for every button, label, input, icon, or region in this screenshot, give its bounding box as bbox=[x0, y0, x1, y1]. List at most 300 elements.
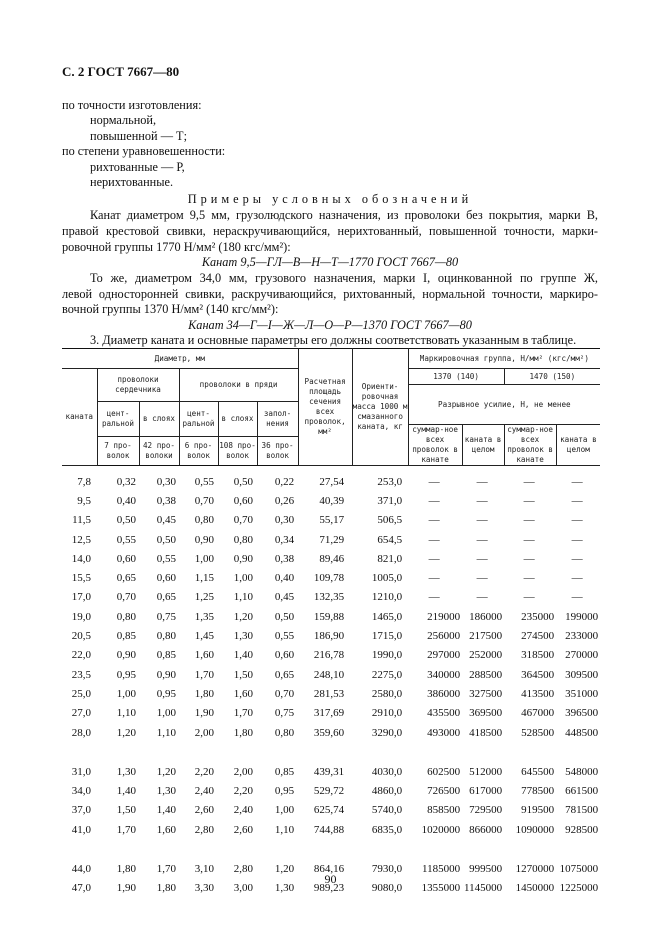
table-cell: 1,60 bbox=[156, 823, 176, 836]
table-cell: 435500 bbox=[427, 707, 461, 720]
table-cell: 1,80 bbox=[233, 726, 253, 739]
example-designation: Канат 9,5—ГЛ—В—Н—Т—1770 ГОСТ 7667—80 bbox=[201, 255, 459, 269]
table-cell: 0,26 bbox=[274, 494, 295, 507]
table-cell: 1,40 bbox=[156, 804, 176, 817]
rope-parameters-table bbox=[62, 348, 600, 898]
table-cell: 2,60 bbox=[233, 823, 253, 836]
table-cell: 0,90 bbox=[233, 552, 253, 565]
table-cell: 1270000 bbox=[515, 862, 555, 875]
table-cell: 1090000 bbox=[515, 823, 555, 836]
header-w6: 6 про-волок bbox=[179, 436, 218, 465]
table-cell: 0,90 bbox=[194, 533, 214, 546]
header-mass: Ориенти-ровочная масса 1000 м смазанного каната, кг bbox=[352, 349, 408, 466]
table-cell: 1020000 bbox=[421, 823, 461, 836]
table-cell: 1,50 bbox=[233, 668, 253, 681]
table-cell: — bbox=[571, 475, 583, 488]
table-cell: 1,00 bbox=[233, 572, 253, 585]
table-cell: 1,15 bbox=[194, 572, 214, 585]
table-cell: 0,80 bbox=[233, 533, 253, 546]
header-group-1470: 1470 (150) bbox=[504, 369, 600, 385]
table-row bbox=[62, 568, 600, 587]
table-cell: 25,0 bbox=[71, 687, 91, 700]
table-cell: 41,0 bbox=[71, 823, 91, 836]
table-cell: 37,0 bbox=[71, 804, 91, 817]
header-whole-1370: каната в целом bbox=[462, 425, 504, 466]
text-line: по точности изготовления: bbox=[62, 98, 202, 112]
table-cell: 1,45 bbox=[194, 630, 214, 643]
table-row bbox=[62, 762, 600, 781]
table-cell: 0,40 bbox=[274, 572, 295, 585]
table-row bbox=[62, 820, 600, 839]
header-whole-1470: каната в целом bbox=[556, 425, 600, 466]
table-cell: 1,10 bbox=[156, 726, 176, 739]
table-cell: — bbox=[523, 533, 535, 546]
table-cell: 0,40 bbox=[116, 494, 136, 507]
table-cell: 340000 bbox=[427, 668, 461, 681]
table-cell: 0,45 bbox=[156, 514, 176, 527]
table-cell: 3290,0 bbox=[371, 726, 403, 739]
table-cell: 529,72 bbox=[313, 785, 345, 798]
table-row bbox=[62, 646, 600, 665]
table-cell: 1,35 bbox=[194, 610, 214, 623]
table-cell: 0,65 bbox=[274, 668, 295, 681]
table-row bbox=[62, 626, 600, 645]
table-cell: 0,95 bbox=[116, 668, 136, 681]
table-cell: 1,00 bbox=[194, 552, 214, 565]
table-cell: 288500 bbox=[469, 668, 503, 681]
table-cell: 1,80 bbox=[156, 882, 176, 895]
header-core-layers: в слоях bbox=[139, 402, 179, 437]
table-cell: 512000 bbox=[469, 765, 503, 778]
table-cell: 0,90 bbox=[156, 668, 176, 681]
table-cell: 821,0 bbox=[377, 552, 403, 565]
table-row bbox=[62, 472, 600, 491]
table-cell: 0,85 bbox=[156, 649, 176, 662]
table-cell: 0,60 bbox=[156, 572, 176, 585]
table-cell: 1225000 bbox=[559, 882, 599, 895]
table-cell: 327500 bbox=[469, 687, 503, 700]
table-cell: 1465,0 bbox=[371, 610, 403, 623]
table-cell: — bbox=[476, 514, 488, 527]
table-cell: 1005,0 bbox=[371, 572, 403, 585]
table-cell: 22,0 bbox=[71, 649, 91, 662]
table-cell: 439,31 bbox=[313, 765, 345, 778]
table-cell: 1,10 bbox=[274, 823, 295, 836]
table-cell: — bbox=[523, 514, 535, 527]
table-cell: — bbox=[571, 552, 583, 565]
table-cell: 2,20 bbox=[233, 785, 253, 798]
table-cell: 71,29 bbox=[319, 533, 345, 546]
table-cell: 602500 bbox=[427, 765, 461, 778]
table-cell: 493000 bbox=[427, 726, 461, 739]
table-row bbox=[62, 665, 600, 684]
table-cell: — bbox=[571, 572, 583, 585]
table-cell: 1,60 bbox=[233, 687, 253, 700]
table-cell: — bbox=[571, 494, 583, 507]
header-w36: 36 про-волок bbox=[257, 436, 298, 465]
table-cell: 369500 bbox=[469, 707, 503, 720]
table-cell: 256000 bbox=[427, 630, 461, 643]
table-cell: 28,0 bbox=[71, 726, 91, 739]
table-cell: — bbox=[523, 572, 535, 585]
header-strand-filling: запол-нения bbox=[257, 402, 298, 437]
table-cell: 17,0 bbox=[71, 591, 91, 604]
table-cell: 0,80 bbox=[274, 726, 295, 739]
header-rope: каната bbox=[62, 369, 97, 466]
table-cell: 0,55 bbox=[274, 630, 295, 643]
table-cell: 729500 bbox=[469, 804, 503, 817]
table-cell: 999500 bbox=[469, 862, 503, 875]
table-cell: 186,90 bbox=[313, 630, 345, 643]
table-cell: 270000 bbox=[565, 649, 599, 662]
table-cell: 47,0 bbox=[71, 882, 91, 895]
table-cell: 0,30 bbox=[274, 514, 295, 527]
table-cell: 506,5 bbox=[377, 514, 403, 527]
table-cell: — bbox=[476, 533, 488, 546]
table-cell: — bbox=[523, 494, 535, 507]
table-cell: 253,0 bbox=[377, 475, 403, 488]
document-header: С. 2 ГОСТ 7667—80 bbox=[62, 64, 180, 79]
table-cell: 44,0 bbox=[71, 862, 91, 875]
table-cell: 0,34 bbox=[274, 533, 295, 546]
table-cell: 6835,0 bbox=[371, 823, 403, 836]
table-cell: 1,40 bbox=[233, 649, 253, 662]
table-cell: 2,40 bbox=[233, 804, 253, 817]
table-cell: 159,88 bbox=[313, 610, 345, 623]
table-cell: 448500 bbox=[565, 726, 599, 739]
table-cell: 2,40 bbox=[194, 785, 214, 798]
table-cell: 297000 bbox=[427, 649, 461, 662]
header-strand-central: цент-ральной bbox=[179, 402, 218, 437]
header-sum-1370: суммар-ное всех проволок в канате bbox=[408, 425, 462, 466]
table-cell: 317,69 bbox=[313, 707, 345, 720]
table-cell: 645500 bbox=[521, 765, 555, 778]
table-row bbox=[62, 607, 600, 626]
table-cell: 1,25 bbox=[194, 591, 214, 604]
table-row bbox=[62, 491, 600, 510]
table-cell: 1,00 bbox=[116, 687, 136, 700]
table-cell: 778500 bbox=[521, 785, 555, 798]
table-cell: — bbox=[476, 494, 488, 507]
table-cell: 989,23 bbox=[313, 882, 345, 895]
table-row bbox=[62, 684, 600, 703]
table-cell: 359,60 bbox=[313, 726, 345, 739]
table-cell: 0,90 bbox=[116, 649, 136, 662]
table-cell: 0,85 bbox=[274, 765, 295, 778]
table-cell: 3,30 bbox=[194, 882, 214, 895]
header-diameter: Диаметр, мм bbox=[62, 349, 298, 369]
table-cell: 0,85 bbox=[116, 630, 136, 643]
example-designation: Канат 34—Г—I—Ж—Л—О—Р—1370 ГОСТ 7667—80 bbox=[188, 318, 472, 332]
table-cell: 2,80 bbox=[194, 823, 214, 836]
table-cell: 1,20 bbox=[233, 610, 253, 623]
table-cell: 5740,0 bbox=[371, 804, 403, 817]
text-line: нормальной, bbox=[90, 113, 157, 127]
table-cell: 219000 bbox=[427, 610, 461, 623]
header-strand-layers: в слоях bbox=[218, 402, 257, 437]
table-cell: 0,80 bbox=[156, 630, 176, 643]
table-cell: — bbox=[476, 552, 488, 565]
table-cell: 0,55 bbox=[194, 475, 214, 488]
table-cell: 7930,0 bbox=[371, 862, 403, 875]
table-cell: 0,70 bbox=[233, 514, 253, 527]
table-cell: 27,54 bbox=[319, 475, 345, 488]
table-cell: 866000 bbox=[469, 823, 503, 836]
table-cell: 3,00 bbox=[233, 882, 253, 895]
table-cell: 0,70 bbox=[116, 591, 136, 604]
table-cell: 0,45 bbox=[274, 591, 295, 604]
table-cell: 1210,0 bbox=[371, 591, 403, 604]
table-cell: 309500 bbox=[565, 668, 599, 681]
table-cell: 418500 bbox=[469, 726, 503, 739]
table-cell: 661500 bbox=[565, 785, 599, 798]
paragraph-line: Канат диаметром 9,5 мм, грузолюдского назначения, из проволоки без покрытия, марки В, bbox=[90, 208, 598, 222]
table-cell: 351000 bbox=[565, 687, 599, 700]
table-cell: 617000 bbox=[469, 785, 503, 798]
table-cell: 2,00 bbox=[233, 765, 253, 778]
table-cell: 252000 bbox=[469, 649, 503, 662]
table-cell: 726500 bbox=[427, 785, 461, 798]
table-cell: 186000 bbox=[469, 610, 503, 623]
text-line: рихтованные — Р, bbox=[90, 160, 185, 174]
table-cell: 1,80 bbox=[116, 862, 136, 875]
text-line: по степени уравновешенности: bbox=[62, 144, 226, 158]
table-cell: 20,5 bbox=[71, 630, 91, 643]
table-cell: 0,65 bbox=[116, 572, 136, 585]
table-cell: 1,00 bbox=[156, 707, 176, 720]
table-cell: 386000 bbox=[427, 687, 461, 700]
table-cell: 34,0 bbox=[71, 785, 91, 798]
table-cell: 2,60 bbox=[194, 804, 214, 817]
table-cell: — bbox=[476, 475, 488, 488]
table-cell: 274500 bbox=[521, 630, 555, 643]
table-row bbox=[62, 704, 600, 723]
table-cell: 132,35 bbox=[313, 591, 345, 604]
paragraph-line: ровочной группы 1770 Н/мм² (180 кгс/мм²): bbox=[62, 240, 291, 254]
header-strand-wires: проволоки в пряди bbox=[179, 369, 298, 402]
table-cell: 0,50 bbox=[233, 475, 253, 488]
table-cell: 2580,0 bbox=[371, 687, 403, 700]
table-cell: — bbox=[523, 552, 535, 565]
page-number: 90 bbox=[324, 872, 337, 886]
table-cell: 2,80 bbox=[233, 862, 253, 875]
table-body bbox=[62, 466, 600, 898]
table-cell: 9080,0 bbox=[371, 882, 403, 895]
spacer-row bbox=[62, 839, 600, 859]
table-row bbox=[62, 511, 600, 530]
table-cell: 3,10 bbox=[194, 862, 214, 875]
table-cell: 1,10 bbox=[233, 591, 253, 604]
table-cell: 1,90 bbox=[194, 707, 214, 720]
table-cell: 89,46 bbox=[319, 552, 345, 565]
table-cell: 0,95 bbox=[156, 687, 176, 700]
table-row bbox=[62, 549, 600, 568]
table-cell: 1990,0 bbox=[371, 649, 403, 662]
table-cell: — bbox=[428, 475, 440, 488]
table-cell: 7,8 bbox=[77, 475, 91, 488]
table-cell: 1,60 bbox=[194, 649, 214, 662]
table-cell: 1,50 bbox=[116, 804, 136, 817]
table-cell: 12,5 bbox=[71, 533, 91, 546]
header-group-1370: 1370 (140) bbox=[408, 369, 504, 385]
table-cell: — bbox=[428, 494, 440, 507]
table-cell: 235000 bbox=[521, 610, 555, 623]
spacer-row bbox=[62, 742, 600, 762]
table-cell: 217500 bbox=[469, 630, 503, 643]
table-cell: 0,30 bbox=[156, 475, 176, 488]
table-cell: — bbox=[428, 591, 440, 604]
table-cell: 1,70 bbox=[233, 707, 253, 720]
table-cell: 0,70 bbox=[194, 494, 214, 507]
table-cell: — bbox=[571, 533, 583, 546]
table-cell: 216,78 bbox=[313, 649, 345, 662]
table-cell: 364500 bbox=[521, 668, 555, 681]
table-cell: 0,32 bbox=[116, 475, 136, 488]
table-cell: 2,00 bbox=[194, 726, 214, 739]
table-cell: 2275,0 bbox=[371, 668, 403, 681]
table-cell: 858500 bbox=[427, 804, 461, 817]
table-cell: 625,74 bbox=[313, 804, 345, 817]
paragraph-line: левой односторонней свивки, раскручивающийся, рихтованный, нормальной точности, маркиро- bbox=[62, 287, 598, 301]
table-cell: 31,0 bbox=[71, 765, 91, 778]
table-cell: 1355000 bbox=[421, 882, 461, 895]
table-cell: 1,30 bbox=[233, 630, 253, 643]
table-cell: 1075000 bbox=[559, 862, 599, 875]
table-cell: 1450000 bbox=[515, 882, 555, 895]
paragraph-line: 3. Диаметр каната и основные параметры его должны соответствовать указанным в таблице. bbox=[90, 333, 577, 347]
header-w108: 108 про-волок bbox=[218, 436, 257, 465]
text-line: нерихтованные. bbox=[90, 175, 174, 189]
table-cell: 2,20 bbox=[194, 765, 214, 778]
table-cell: 0,50 bbox=[116, 514, 136, 527]
table-cell: 1,70 bbox=[156, 862, 176, 875]
table-cell: 15,5 bbox=[71, 572, 91, 585]
table-cell: 109,78 bbox=[313, 572, 345, 585]
table-cell: — bbox=[523, 591, 535, 604]
header-core-central: цент-ральной bbox=[97, 402, 139, 437]
table-cell: 1,70 bbox=[194, 668, 214, 681]
table-cell: 413500 bbox=[521, 687, 555, 700]
table-cell: — bbox=[476, 591, 488, 604]
table-cell: 0,38 bbox=[274, 552, 295, 565]
text-line: повышенной — Т; bbox=[90, 129, 187, 143]
table-row bbox=[62, 781, 600, 800]
table-cell: 233000 bbox=[565, 630, 599, 643]
table-cell: 654,5 bbox=[377, 533, 403, 546]
table-cell: 0,80 bbox=[194, 514, 214, 527]
header-area: Расчетная площадь сечения всех проволок, мм² bbox=[298, 349, 352, 466]
table-cell: 744,88 bbox=[313, 823, 345, 836]
table-cell: 1,30 bbox=[116, 765, 136, 778]
paragraph-line: вочной группы 1370 Н/мм² (140 кгс/мм²): bbox=[62, 302, 279, 316]
table-cell: 1,20 bbox=[156, 765, 176, 778]
table-cell: 781500 bbox=[565, 804, 599, 817]
table-cell: 0,55 bbox=[116, 533, 136, 546]
table-cell: 1,20 bbox=[274, 862, 295, 875]
table-cell: — bbox=[571, 514, 583, 527]
table-cell: 14,0 bbox=[71, 552, 91, 565]
table-cell: 0,95 bbox=[274, 785, 295, 798]
table-cell: 371,0 bbox=[377, 494, 403, 507]
table-cell: 919500 bbox=[521, 804, 555, 817]
table-cell: 0,50 bbox=[156, 533, 176, 546]
table-cell: 0,65 bbox=[156, 591, 176, 604]
table-cell: — bbox=[476, 572, 488, 585]
header-w7: 7 про-волок bbox=[97, 436, 139, 465]
table-cell: 248,10 bbox=[313, 668, 345, 681]
paragraph-line: То же, диаметром 34,0 мм, грузового назначения, марки I, оцинкованной по группе Ж, bbox=[90, 271, 598, 285]
table-cell: 4860,0 bbox=[371, 785, 403, 798]
header-marking-group: Маркировочная группа, Н/мм² (кгс/мм²) bbox=[408, 349, 600, 369]
table-cell: 0,55 bbox=[156, 552, 176, 565]
table-cell: 40,39 bbox=[319, 494, 345, 507]
header-w42: 42 про-волоки bbox=[139, 436, 179, 465]
table-row bbox=[62, 530, 600, 549]
table-cell: 548000 bbox=[565, 765, 599, 778]
table-cell: 467000 bbox=[521, 707, 555, 720]
header-core-wires: проволоки сердечника bbox=[97, 369, 179, 402]
table-cell: 19,0 bbox=[71, 610, 91, 623]
table-cell: 1,70 bbox=[116, 823, 136, 836]
table-cell: 0,60 bbox=[233, 494, 253, 507]
table-cell: 199000 bbox=[565, 610, 599, 623]
table-cell: 1,30 bbox=[274, 882, 295, 895]
table-cell: — bbox=[523, 475, 535, 488]
table-cell: 1,80 bbox=[194, 687, 214, 700]
header-breaking-force: Разрывное усилие, Н, не менее bbox=[408, 385, 600, 425]
table-cell: 0,80 bbox=[116, 610, 136, 623]
table-cell: 864,16 bbox=[313, 862, 345, 875]
table-row bbox=[62, 801, 600, 820]
table-cell: 1715,0 bbox=[371, 630, 403, 643]
table-cell: 0,70 bbox=[274, 687, 295, 700]
table-cell: — bbox=[428, 533, 440, 546]
table-cell: 318500 bbox=[521, 649, 555, 662]
table-cell: — bbox=[428, 552, 440, 565]
table-cell: 0,60 bbox=[274, 649, 295, 662]
table-cell: 0,50 bbox=[274, 610, 295, 623]
table-cell: 4030,0 bbox=[371, 765, 403, 778]
table-cell: 0,60 bbox=[116, 552, 136, 565]
table-cell: 1,10 bbox=[116, 707, 136, 720]
table-row bbox=[62, 588, 600, 607]
table-row bbox=[62, 723, 600, 742]
table-cell: 2910,0 bbox=[371, 707, 403, 720]
table-cell: 23,5 bbox=[71, 668, 91, 681]
table-cell: 1,40 bbox=[116, 785, 136, 798]
table-cell: 55,17 bbox=[319, 514, 345, 527]
table-cell: 11,5 bbox=[72, 514, 91, 527]
table-cell: — bbox=[428, 572, 440, 585]
table-cell: 1185000 bbox=[421, 862, 461, 875]
table-header bbox=[62, 349, 600, 466]
table-cell: 281,53 bbox=[313, 687, 345, 700]
table-cell: 1,20 bbox=[116, 726, 136, 739]
table-cell: 928500 bbox=[565, 823, 599, 836]
table-cell: 528500 bbox=[521, 726, 555, 739]
table-cell: 0,75 bbox=[274, 707, 295, 720]
table-cell: 1145000 bbox=[463, 882, 503, 895]
table-cell: — bbox=[428, 514, 440, 527]
table-cell: 27,0 bbox=[71, 707, 91, 720]
paragraph-line: правой крестовой свивки, нераскручивающийся, нерихтованный, повышенной точности, марки- bbox=[62, 224, 598, 238]
table-cell: 0,75 bbox=[156, 610, 176, 623]
table-cell: 1,30 bbox=[156, 785, 176, 798]
table-cell: 1,00 bbox=[274, 804, 295, 817]
table-cell: 0,22 bbox=[274, 475, 295, 488]
table-cell: — bbox=[571, 591, 583, 604]
table-cell: 0,38 bbox=[156, 494, 176, 507]
